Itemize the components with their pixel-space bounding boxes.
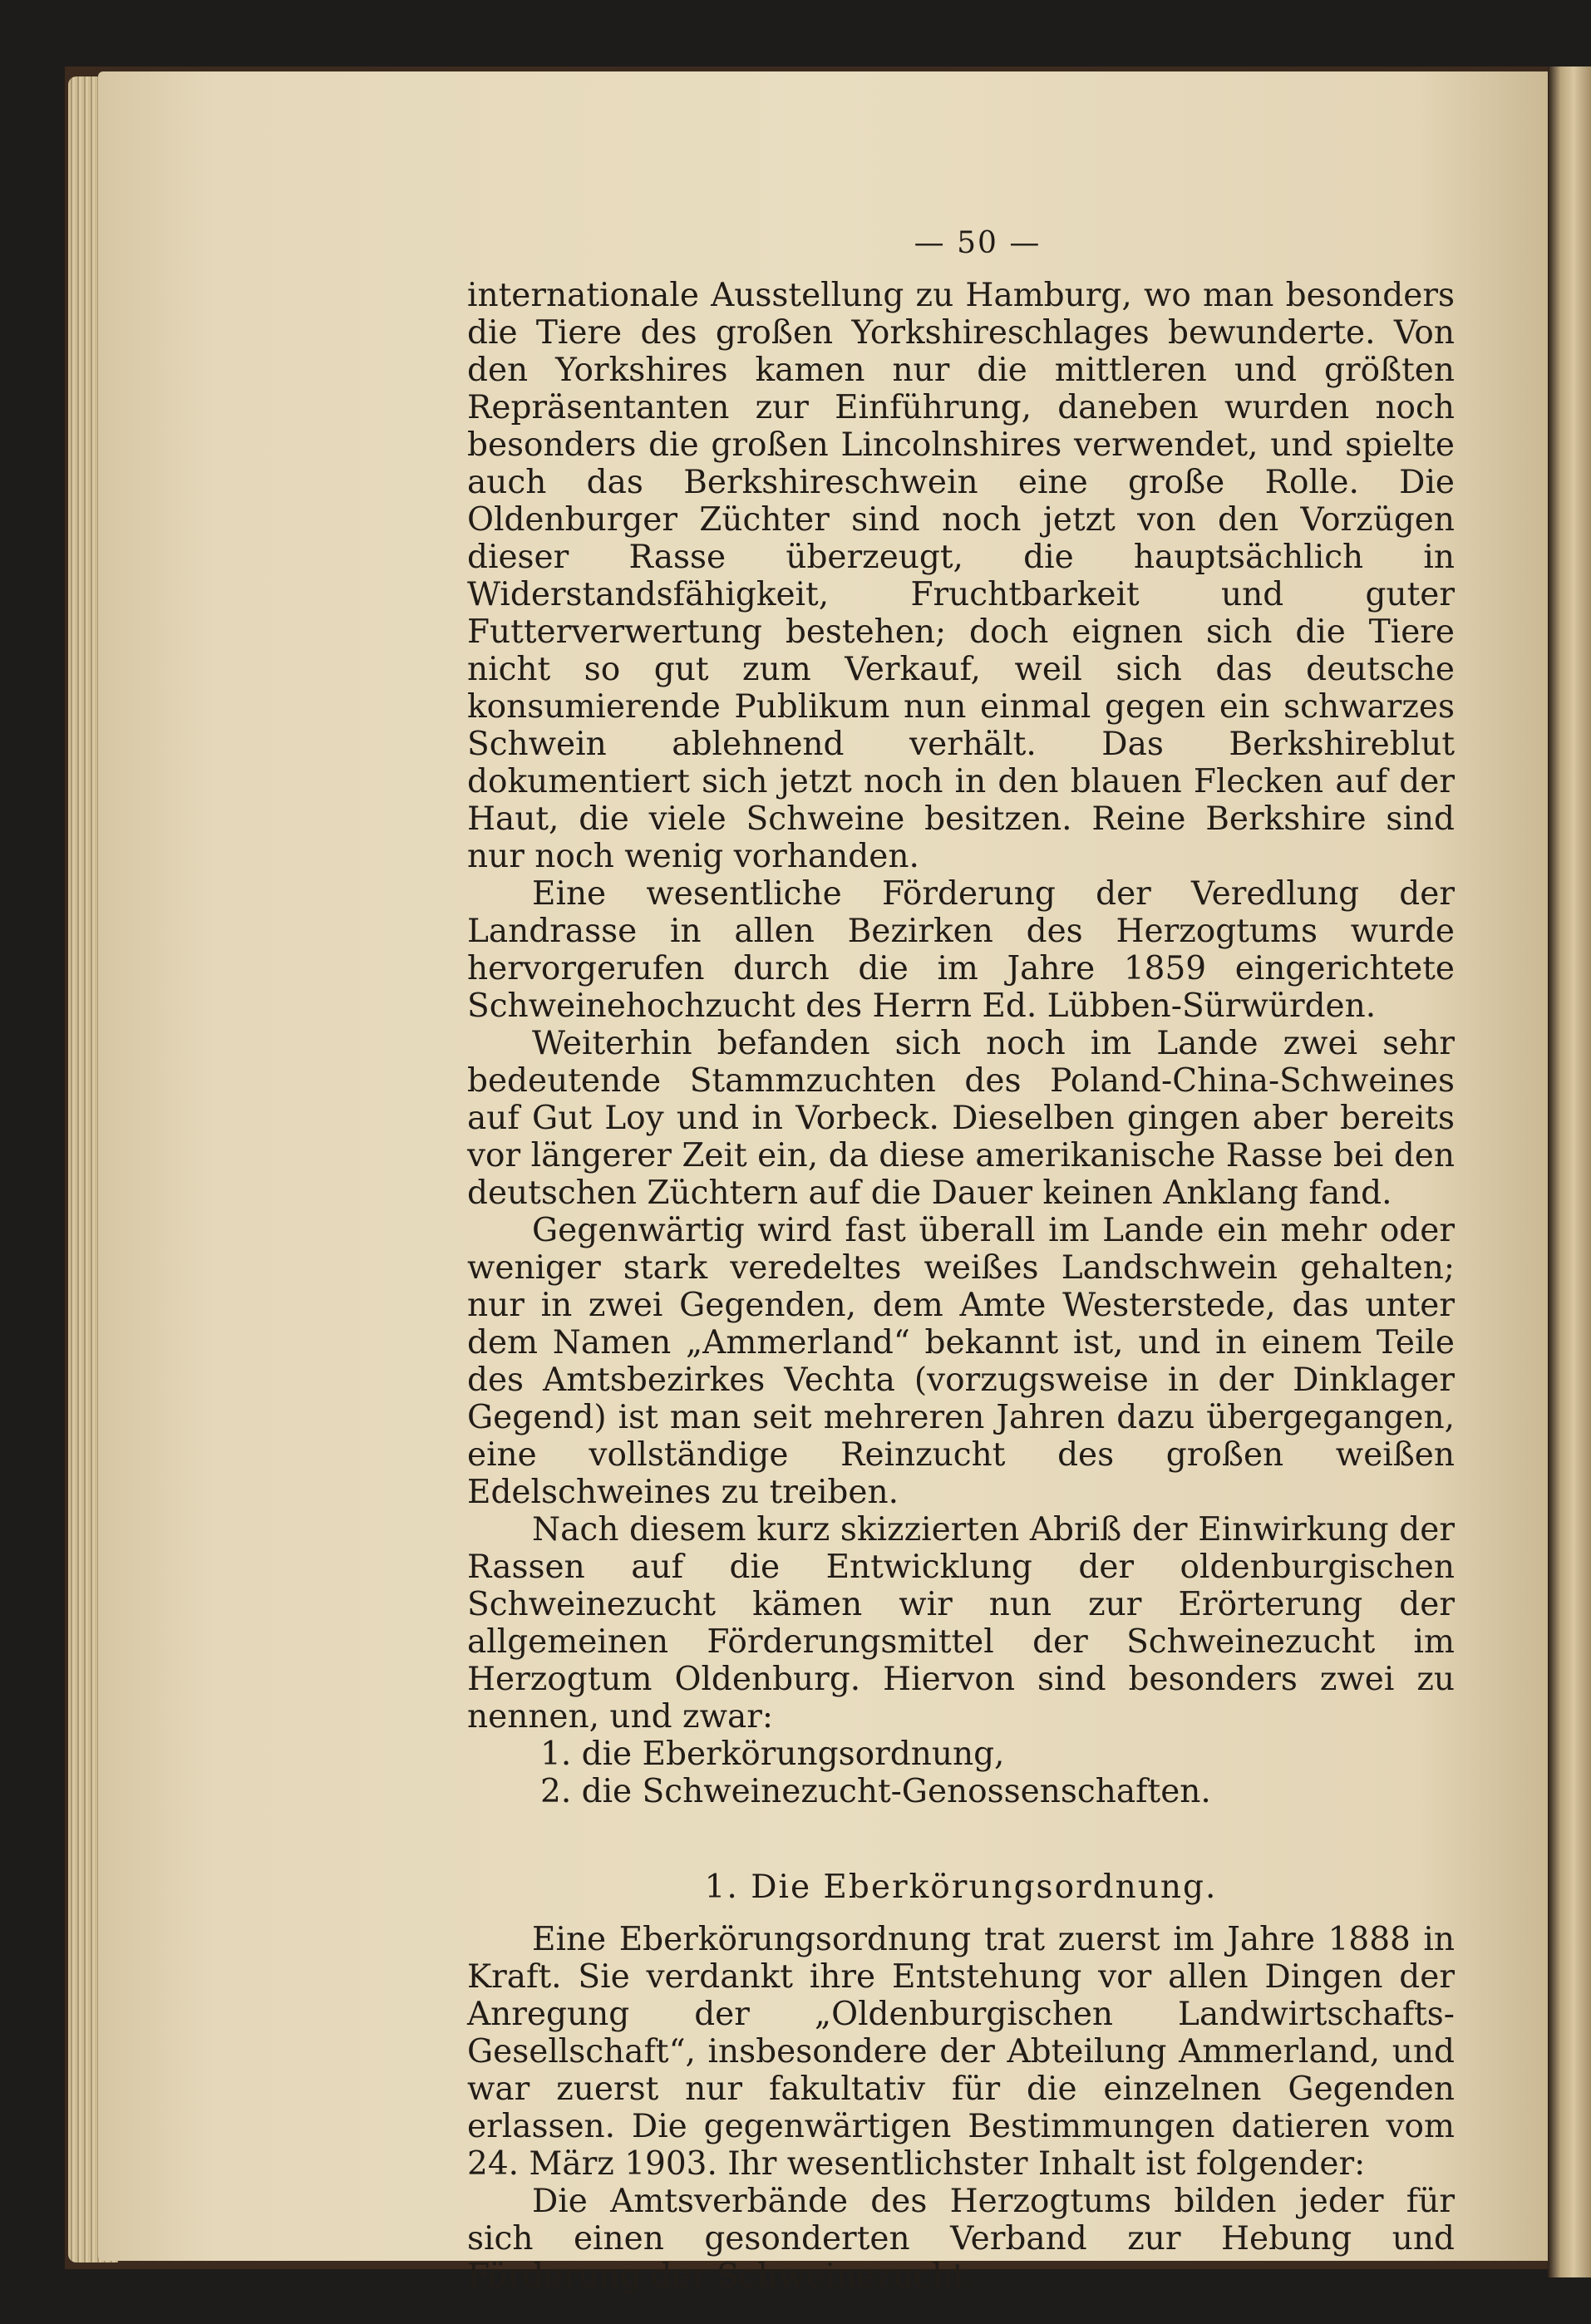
paragraph: Die Amtsverbände des Herzogtums bilden jeder für sich einen gesonderten Verband zur Hebung und Förderung der Schweinezucht. xyxy=(467,2183,1455,2295)
paragraph: Nach diesem kurz skizzierten Abriß der Einwirkung der Rassen auf die Entwicklung der oldenburgischen Schweinezucht kämen wir nun zur Erörterung der allgemeinen Förderungsmittel der Schweinezucht im Herzogtum Oldenburg. Hiervon sind besonders zwei zu nennen, und zwar: xyxy=(467,1511,1455,1736)
paragraph: Eine wesentliche Förderung der Veredlung der Landrasse in allen Bezirken des Herzogtums wurde hervorgerufen durch die im Jahre 1859 eingerichtete Schweinehochzucht des Herrn Ed. Lübben-Sürwürden. xyxy=(467,875,1455,1025)
book-spine xyxy=(1548,66,1591,2277)
section-heading: 1. Die Eberkörungsordnung. xyxy=(704,1869,1218,1906)
list-item: 1. die Eberkörungsordnung, xyxy=(540,1736,1005,1773)
numbered-list xyxy=(467,1736,1455,1810)
paragraph: Weiterhin befanden sich noch im Lande zwei sehr bedeutende Stammzuchten des Poland-China-Schweines auf Gut Loy und in Vorbeck. Dieselben gingen aber bereits vor längerer Zeit ein, da diese amerikanische Rasse bei den deutschen Züchtern auf die Dauer keinen Anklang fand. xyxy=(467,1025,1455,1212)
list-item: 2. die Schweinezucht-Genossenschaften. xyxy=(540,1773,1211,1810)
paragraph: Gegenwärtig wird fast überall im Lande ein mehr oder weniger stark veredeltes weißes Landschwein gehalten; nur in zwei Gegenden, dem Amte Westerstede, das unter dem Namen „Ammerland“ bekannt ist, und in einem Teile des Amtsbezirkes Vechta (vorzugsweise in der Dinklager Gegend) ist man seit mehreren Jahren dazu übergegangen, eine vollständige Reinzucht des großen weißen Edelschweines zu treiben. xyxy=(467,1212,1455,1511)
paragraph: Eine Eberkörungsordnung trat zuerst im Jahre 1888 in Kraft. Sie verdankt ihre Entstehung vor allen Dingen der Anregung der „Oldenburgischen Landwirtschafts-Gesellschaft“, insbesondere der Abteilung Ammerland, und war zuerst nur fakultativ für die einzelnen Gegenden erlassen. Die gegenwärtigen Bestimmungen datieren vom 24. März 1903. Ihr wesentlichster Inhalt ist folgender: xyxy=(467,1921,1455,2183)
paragraph: internationale Ausstellung zu Hamburg, wo man besonders die Tiere des großen Yorkshireschlages bewunderte. Von den Yorkshires kamen nur die mittleren und größten Repräsentanten zur Einführung, daneben wurden noch besonders die großen Lincolnshires verwendet, und spielte auch das Berkshireschwein eine große Rolle. Die Oldenburger Züchter sind noch jetzt von den Vorzügen dieser Rasse überzeugt, die hauptsächlich in Widerstandsfähigkeit, Fruchtbarkeit und guter Futterverwertung bestehen; doch eignen sich die Tiere nicht so gut zum Verkauf, weil sich das deutsche konsumierende Publikum nun einmal gegen ein schwarzes Schwein ablehnend verhält. Das Berkshireblut dokumentiert sich jetzt noch in den blauen Flecken auf der Haut, die viele Schweine besitzen. Reine Berkshire sind nur noch wenig vorhanden. xyxy=(467,277,1455,875)
page-text xyxy=(467,224,1455,2295)
page-number: — 50 — xyxy=(914,226,1042,260)
